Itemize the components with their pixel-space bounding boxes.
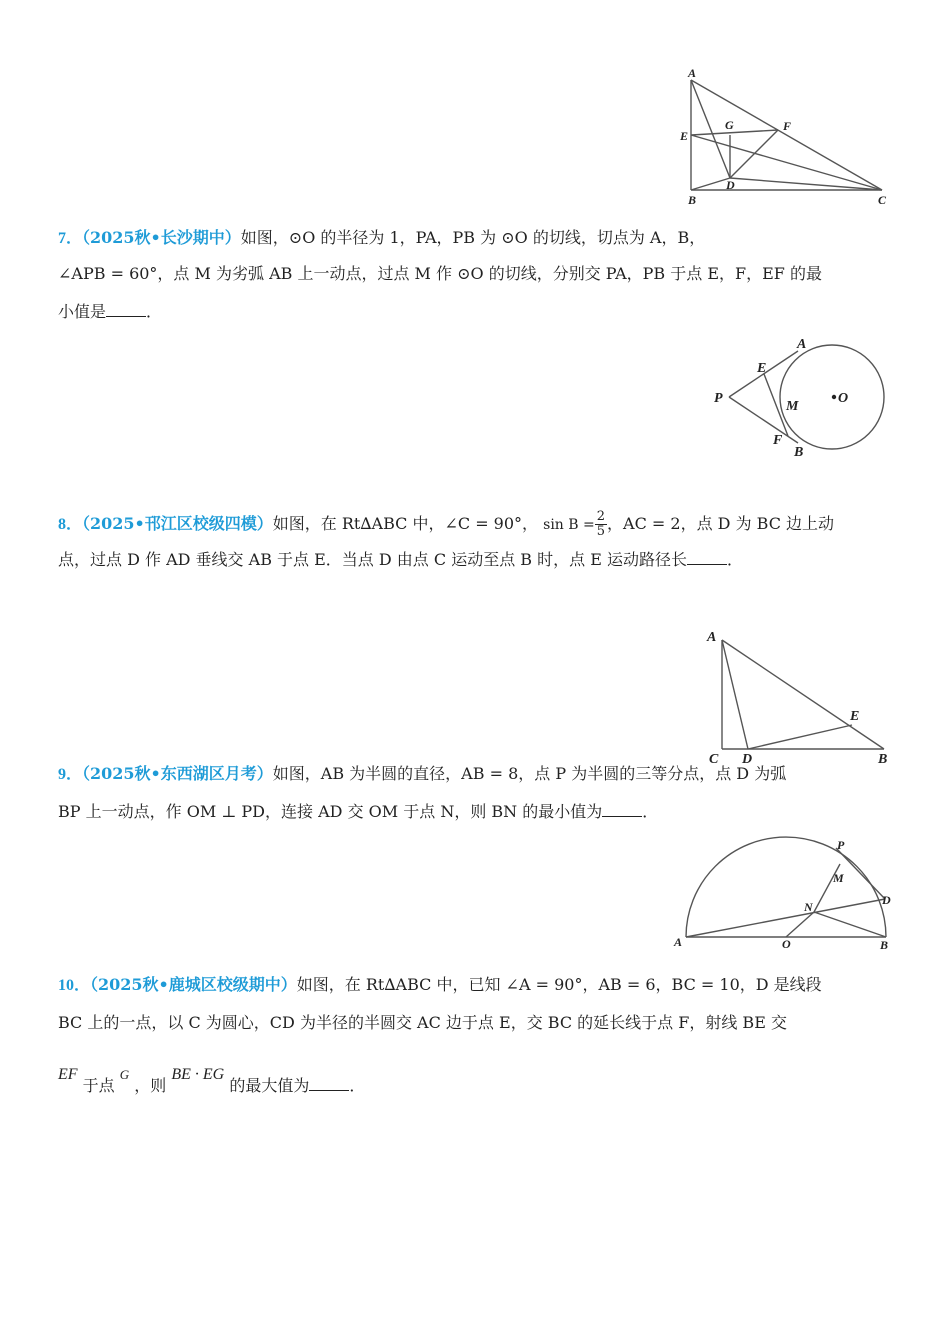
q10-end: ． [349,1076,366,1095]
q10-ef: EF [58,1066,78,1083]
q7-label-b: B [794,445,804,460]
q7-source: （2025秋•长沙期中） [82,228,241,247]
q8-label-a: A [707,630,717,645]
q9-label-d: D [882,893,891,907]
q10-g: G [119,1067,130,1082]
q8-source: （2025•邗江区校级四模） [82,514,273,533]
q7-line2 [58,264,822,284]
q6-figure [680,68,900,208]
q9-label-b: B [880,938,889,952]
q7-label-a: A [797,337,807,352]
q8-end: ． [727,550,744,569]
q9-label-p: P [837,838,845,852]
q7-line1 [58,228,705,249]
q7-label-e: E [757,361,767,376]
q10-source: （2025秋•鹿城区校级期中） [90,975,297,994]
q10-line3 [58,1066,366,1097]
q8-fraction-numerator: 2 [596,509,606,524]
q8-text-1a: 如图，在 Rt∆ABC 中，∠C = 90°， [272,514,539,533]
q9-figure [674,836,904,956]
q9-text-1: 如图，AB 为半圆的直径，AB = 8，点 P 为半圆的三等分点，点 D 为弧 [272,764,787,783]
q8-text-1b: ，AC = 2，点 D 为 BC 边上动 [607,514,835,533]
q9-label-o: O [782,937,791,951]
q10-number: 10． [58,977,91,994]
q6-label-g: G [725,118,734,132]
q8-number: 8． [58,516,83,533]
q7-text-3: 小值是 [58,302,107,321]
q9-line2 [58,802,658,822]
q9-label-a: A [674,935,683,949]
q10-answer-blank[interactable] [309,1076,349,1091]
q9-label-m: M [833,871,844,885]
q6-label-f: F [783,119,792,133]
q6-label-e: E [680,129,689,143]
q7-text-1: 如图，⊙O 的半径为 1，PA，PB 为 ⊙O 的切线，切点为 A，B， [240,228,706,247]
q10-be-eg: BE · EG [171,1066,225,1083]
q10-text-3f: 的最大值为 [229,1076,310,1095]
q8-sin-label: sin B = [543,517,595,533]
q6-label-d: D [726,178,735,192]
q8-line2 [58,550,743,570]
q8-figure [706,628,896,768]
q7-end: ． [146,302,163,321]
q8-line1 [58,510,834,539]
q10-text-2: BC 上的一点，以 C 为圆心，CD 为半径的半圆交 AC 边于点 E，交 BC 的延长线于点 F，射线 BE 交 [58,1013,787,1032]
q7-label-o: O [838,391,849,406]
q9-number: 9． [58,766,83,783]
q10-line1 [58,975,822,996]
q7-number: 7． [58,230,83,247]
q10-text-3b: 于点 [82,1076,115,1095]
q8-label-d: D [742,752,753,767]
q7-label-p: P [714,391,723,406]
q10-line2 [58,1013,787,1033]
q7-answer-blank[interactable] [106,302,146,317]
q8-label-e: E [850,709,860,724]
q7-figure [712,332,912,462]
q6-label-a: A [688,66,697,80]
q9-text-2: BP 上一动点，作 OM ⊥ PD，连接 AD 交 OM 于点 N，则 BN 的最小值为 [58,802,603,821]
q9-answer-blank[interactable] [602,802,642,817]
q9-source: （2025秋•东西湖区月考） [82,764,273,783]
q8-label-b: B [878,752,888,767]
q9-label-n: N [804,900,813,914]
q6-label-c: C [878,193,887,207]
q8-answer-blank[interactable] [687,550,727,565]
q8-text-2: 点，过点 D 作 AD 垂线交 AB 于点 E．当点 D 由点 C 运动至点 B 时，点 E 运动路径长 [58,550,688,569]
q8-fraction [595,510,607,539]
q9-end: ． [642,802,659,821]
q6-label-b: B [688,193,697,207]
q10-text-3d: ，则 [134,1076,167,1095]
q10-text-1: 如图，在 Rt∆ABC 中，已知 ∠A = 90°，AB = 6，BC = 10，D 是线段 [296,975,822,994]
q9-line1 [58,764,786,785]
q7-label-m: M [786,399,799,414]
q7-text-2: ∠APB = 60°，点 M 为劣弧 AB 上一动点，过点 M 作 ⊙O 的切线，分别交 PA，PB 于点 E，F，EF 的最 [58,264,822,283]
q8-fraction-denominator: 5 [596,524,606,539]
q8-label-c: C [709,752,719,767]
q7-label-f: F [773,433,783,448]
q7-line3 [58,302,162,322]
